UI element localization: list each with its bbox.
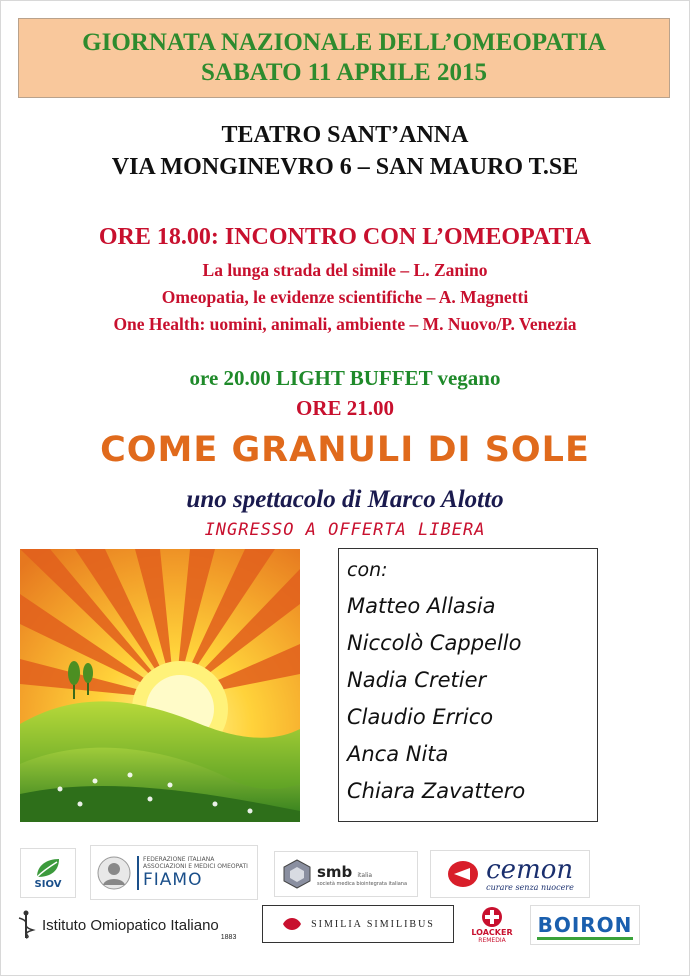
meeting-heading: ORE 18.00: INCONTRO CON L’OMEOPATIA bbox=[98, 224, 592, 250]
similia-logo bbox=[262, 905, 454, 943]
cast-member: Chiara Zavattero bbox=[347, 779, 526, 803]
portrait-icon bbox=[97, 853, 131, 893]
show-byline: uno spettacolo di Marco Alotto bbox=[186, 486, 504, 513]
talk-item: Omeopatia, le evidenze scientifiche – A. Magnetti bbox=[161, 287, 529, 307]
venue-name: TEATRO SANT’ANNA bbox=[221, 122, 469, 148]
banner-date: SABATO 11 APRILE 2015 bbox=[201, 59, 487, 86]
loacker-text: LOACKER bbox=[471, 928, 513, 937]
loacker-subtext: REMEDIA bbox=[478, 937, 506, 944]
siov-logo bbox=[20, 848, 76, 898]
cast-label: con: bbox=[347, 559, 388, 581]
talk-item: La lunga strada del simile – L. Zanino bbox=[202, 260, 488, 280]
istituto-text: Istituto Omiopatico Italiano bbox=[42, 916, 219, 934]
cast-list bbox=[338, 548, 598, 822]
cast-member: Niccolò Cappello bbox=[347, 631, 522, 655]
cemon-text: cemon bbox=[486, 854, 574, 885]
cast-member: Nadia Cretier bbox=[347, 668, 487, 692]
similia-mark-icon bbox=[281, 916, 303, 932]
fiamo-text: FIAMO bbox=[143, 869, 203, 890]
show-title: COME GRANULI DI SOLE bbox=[100, 430, 590, 470]
smb-logo bbox=[274, 851, 418, 897]
loacker-logo bbox=[462, 902, 522, 948]
event-banner bbox=[18, 18, 670, 98]
smb-italia: italia bbox=[357, 871, 373, 879]
fiamo-caption: FEDERAZIONE ITALIANA ASSOCIAZIONI E MEDICI OMEOPATI bbox=[143, 855, 248, 870]
venue-address: VIA MONGINEVRO 6 – SAN MAURO T.SE bbox=[111, 154, 579, 180]
banner-title: GIORNATA NAZIONALE DELL’OMEOPATIA bbox=[82, 29, 606, 56]
talk-item: One Health: uomini, animali, ambiente – M. Nuovo/P. Venezia bbox=[113, 314, 577, 334]
buffet-line: ore 20.00 LIGHT BUFFET vegano bbox=[189, 366, 501, 390]
cross-icon bbox=[481, 906, 503, 928]
leaf-icon bbox=[33, 857, 63, 879]
siov-text: SIOV bbox=[34, 878, 62, 890]
boiron-underline bbox=[537, 937, 633, 940]
fiamo-logo bbox=[90, 845, 258, 900]
cemon-tagline: curare senza nuocere bbox=[486, 882, 574, 892]
boiron-text: BOIRON bbox=[537, 913, 633, 937]
similia-text: SIMILIA SIMILIBUS bbox=[311, 918, 435, 930]
boiron-logo bbox=[530, 905, 640, 945]
cemon-logo bbox=[430, 850, 590, 898]
cemon-mark-icon bbox=[446, 859, 480, 889]
entry-note: INGRESSO A OFFERTA LIBERA bbox=[204, 520, 486, 540]
smb-caption: società medica biointegrata italiana bbox=[317, 880, 408, 887]
smb-text: smb bbox=[317, 862, 353, 881]
istituto-logo bbox=[14, 905, 254, 945]
sunrise-illustration bbox=[20, 549, 300, 822]
caduceus-icon bbox=[14, 910, 38, 940]
hexagon-icon bbox=[281, 858, 313, 890]
show-time: ORE 21.00 bbox=[295, 396, 394, 420]
cast-member: Claudio Errico bbox=[347, 705, 494, 729]
cast-member: Anca Nita bbox=[347, 742, 449, 766]
cast-member: Matteo Allasia bbox=[347, 594, 496, 618]
istituto-year: 1883 bbox=[220, 934, 237, 941]
